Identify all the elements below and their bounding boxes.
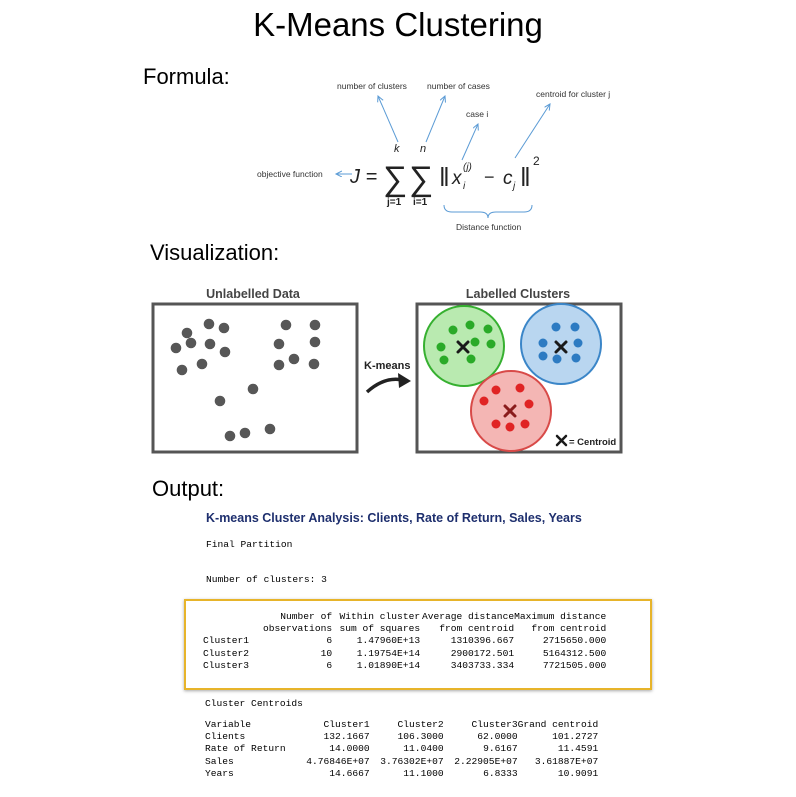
blue-point [572, 354, 581, 363]
norm-right: ‖ [520, 162, 531, 192]
section-heading-formula: Formula: [143, 64, 230, 89]
data-point [274, 360, 285, 371]
centroid-row [205, 719, 598, 731]
data-point [289, 354, 300, 365]
page-title: K-Means Clustering [253, 6, 543, 43]
table-cell: 1.01890E+14 [356, 659, 421, 671]
centroid-row [205, 756, 598, 768]
red-point [516, 384, 525, 393]
x-superscript: (j) [463, 162, 472, 173]
label-number-of-clusters: number of clusters [337, 81, 407, 91]
centroid-row [205, 768, 598, 780]
label-distance-function: Distance function [456, 222, 522, 232]
label-centroid-for-cluster: centroid for cluster j [536, 89, 611, 99]
section-heading-visualization: Visualization: [150, 240, 280, 265]
blue-point [574, 339, 583, 348]
data-point [219, 323, 230, 334]
final-partition-label: Final Partition [206, 539, 293, 550]
data-point [309, 359, 320, 370]
norm-left: ‖ [439, 162, 450, 192]
labelled-clusters-title: Labelled Clusters [465, 287, 571, 301]
blue-point [539, 352, 548, 361]
data-point [215, 396, 226, 407]
formula-lhs: J = [350, 166, 378, 188]
data-point [310, 320, 321, 331]
table-cell: Grand centroid [517, 719, 599, 730]
cluster-centroids-table [205, 719, 598, 780]
data-point [310, 337, 321, 348]
label-number-of-cases: number of cases [427, 81, 490, 91]
data-point [182, 328, 193, 339]
data-point [171, 343, 182, 354]
unlabelled-panel [153, 304, 357, 452]
sum1-upper: k [394, 143, 400, 155]
table-cell: 6 [326, 635, 333, 647]
table-cell: 1310396.667 [450, 635, 515, 647]
table-cell: 6.8333 [483, 767, 518, 779]
blue-cluster [521, 304, 601, 384]
formula-diagram [0, 0, 796, 240]
table-cell: 3.76302E+07 [380, 755, 444, 767]
table-cell: 132.1667 [323, 731, 370, 743]
label-case-i: case i [466, 109, 489, 119]
sum1-lower: j=1 [387, 197, 402, 208]
table-cell: 1.47960E+13 [356, 635, 421, 647]
data-point [186, 338, 197, 349]
table-cell: 10 [320, 647, 333, 659]
data-point [248, 384, 259, 395]
table-cell: 9.6167 [483, 743, 518, 755]
table-cell: 1.19754E+14 [356, 647, 421, 659]
red-point [506, 423, 515, 432]
table-cell: 3403733.334 [450, 659, 515, 671]
data-point [240, 428, 251, 439]
x-variable: x [452, 168, 462, 189]
table-cell: from centroid [531, 623, 607, 635]
table-cell: 3.61887E+07 [534, 755, 599, 767]
green-point [440, 356, 449, 365]
table-cell: Sales [205, 755, 234, 767]
sum2-upper: n [420, 143, 427, 155]
x-subscript: i [463, 181, 466, 192]
table-cell: Maximum distance [514, 611, 607, 622]
table-cell: Cluster3 [203, 659, 250, 671]
data-point [274, 339, 285, 350]
partition-row [203, 660, 606, 672]
kmeans-visualization [0, 280, 796, 465]
table-cell: Within cluster [339, 611, 421, 622]
sum2-sigma: ∑ [409, 160, 434, 198]
blue-point [571, 323, 580, 332]
table-cell: Cluster2 [397, 719, 444, 730]
sum2-lower: i=1 [413, 197, 428, 208]
c-subscript: j [513, 181, 516, 192]
table-cell: Clients [205, 731, 246, 743]
green-point [437, 343, 446, 352]
green-point [487, 340, 496, 349]
data-point [197, 359, 208, 370]
table-cell: Average distance [421, 611, 515, 622]
kmeans-arrow-label: K-means [364, 360, 411, 372]
partition-row [203, 635, 606, 647]
blue-point [552, 323, 561, 332]
table-cell: 11.4591 [557, 743, 599, 755]
table-cell: 2715650.000 [542, 635, 607, 647]
callout-arrows [336, 96, 550, 218]
data-point [220, 347, 231, 358]
table-cell: 10.9091 [557, 767, 599, 779]
partition-row [203, 648, 606, 660]
red-point [480, 397, 489, 406]
table-cell: 14.0000 [329, 743, 370, 755]
table-cell: Rate of Return [205, 743, 286, 755]
table-cell: 101.2727 [552, 731, 599, 743]
green-point [471, 338, 480, 347]
cluster-centroids-label: Cluster Centroids [205, 698, 303, 709]
final-partition-table-box [184, 599, 652, 690]
data-point [265, 424, 276, 435]
partition-row [203, 623, 606, 635]
table-cell: from centroid [439, 623, 515, 635]
blue-point [539, 339, 548, 348]
table-cell: 62.0000 [477, 731, 518, 743]
table-cell: Number of [280, 611, 333, 622]
table-cell: Cluster1 [203, 635, 250, 647]
green-point [467, 355, 476, 364]
red-point [525, 400, 534, 409]
data-point [205, 339, 216, 350]
table-cell: Cluster1 [323, 719, 370, 730]
centroid-row [205, 731, 598, 743]
section-heading-output: Output: [152, 476, 225, 501]
sum1-sigma: ∑ [383, 160, 408, 198]
table-cell: 11.0400 [403, 743, 444, 755]
minus-sign: − [484, 167, 495, 187]
green-point [484, 325, 493, 334]
green-point [466, 321, 475, 330]
table-cell: 14.6667 [329, 767, 370, 779]
table-cell: Years [205, 767, 234, 779]
data-point [281, 320, 292, 331]
table-cell [203, 623, 263, 635]
table-cell: sum of squares [339, 623, 421, 635]
exponent: 2 [533, 154, 540, 168]
table-cell: observations [263, 623, 333, 635]
table-cell: 106.3000 [397, 731, 444, 743]
number-of-clusters: Number of clusters: 3 [206, 574, 327, 585]
table-cell: 2900172.501 [450, 647, 515, 659]
red-point [521, 420, 530, 429]
data-point [204, 319, 215, 330]
final-partition-table [203, 611, 606, 672]
green-point [449, 326, 458, 335]
unlabelled-data-title: Unlabelled Data [206, 287, 300, 301]
table-cell: Variable [205, 719, 252, 730]
table-cell: 7721505.000 [542, 659, 607, 671]
kmeans-arrow [367, 379, 403, 392]
red-point [492, 386, 501, 395]
table-cell: 4.76846E+07 [306, 755, 370, 767]
table-cell [203, 611, 263, 623]
table-cell: Cluster2 [203, 647, 250, 659]
table-cell: 11.1000 [403, 767, 444, 779]
table-cell: Cluster3 [471, 719, 518, 730]
label-objective-function: objective function [257, 169, 323, 179]
output-heading: K-means Cluster Analysis: Clients, Rate of Return, Sales, Years [206, 511, 582, 525]
table-cell: 2.22905E+07 [454, 755, 518, 767]
blue-point [553, 355, 562, 364]
data-point [177, 365, 188, 376]
red-point [492, 420, 501, 429]
partition-row [203, 611, 606, 623]
table-cell: 6 [326, 659, 333, 671]
table-cell: 5164312.500 [542, 647, 607, 659]
c-variable: c [503, 168, 513, 189]
data-point [225, 431, 236, 442]
legend-centroid-label: = Centroid [569, 437, 617, 448]
centroid-row [205, 743, 598, 755]
